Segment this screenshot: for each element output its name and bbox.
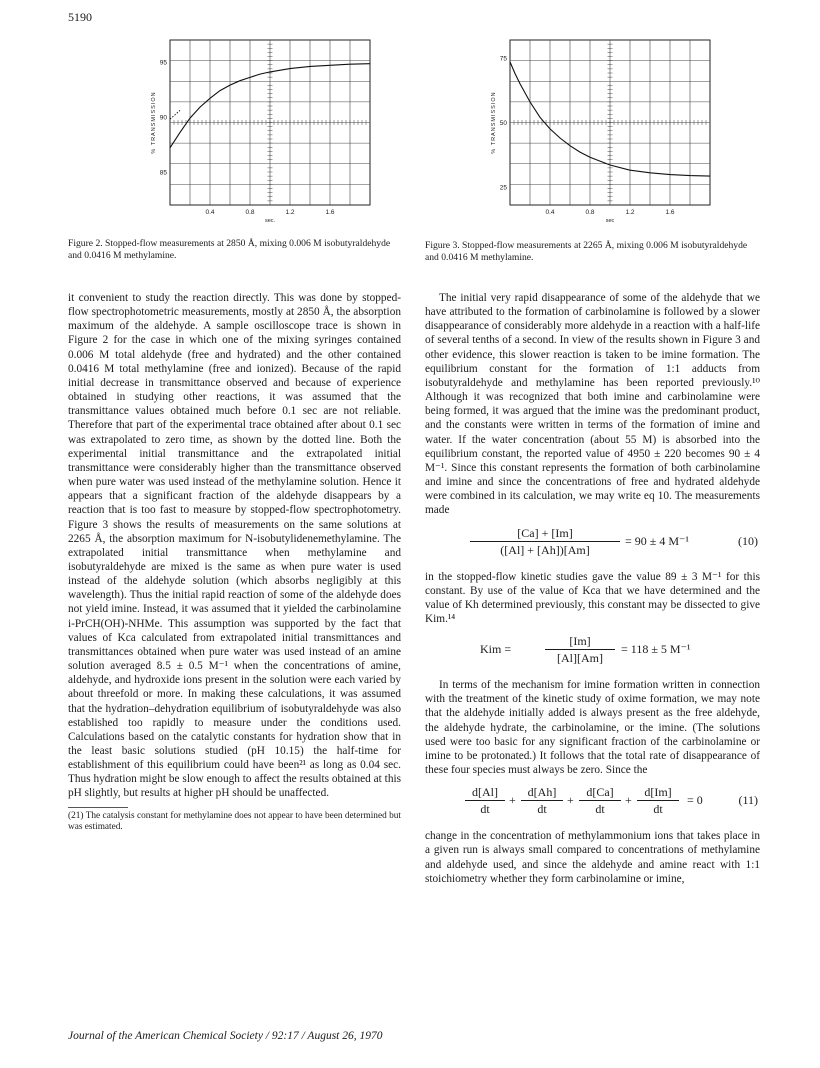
figure-3-caption: Figure 3. Stopped-flow measurements at 2265 Å, mixing 0.006 M isobutyraldehyde and 0.0416 M methylamine. [425,240,748,263]
eq11-term-4 [637,785,679,816]
fig2-series-1-dotted-trace [170,110,180,119]
figure-3 [490,30,720,230]
eqkim-lhs: Kim = [480,642,512,657]
fig3-y-tick-0: 75 [499,55,507,63]
fig3-y-tick-2: 25 [499,184,507,192]
eq11-term-4-bar [637,800,679,801]
eq10-fraction-bar [470,541,620,542]
fig3-x-tick-3: 1.6 [665,209,675,216]
fig2-y-axis-label: % TRANSMISSION [151,91,157,154]
fig2-x-tick-1: 0.8 [245,209,255,216]
eq11-term-3 [579,785,621,816]
eq11-term-1 [465,785,505,816]
eqkim-denominator: [Al][Am] [557,651,603,666]
eq11-plus-3: + [625,793,632,808]
eq11-term-2-bar [521,800,563,801]
left-paragraph-1: it convenient to study the reaction directly. This was done by stopped-flow spectrophotometric measurements, mostly at 2850 Å, the absorption maximum of the aldehyde. A sample oscilloscope trace is shown in Figure 2 for the case in which one of the mixing syringes contained 0.006 M total aldehyde (free and hydrated) and the other contained 0.0416 M total methylamine (free and ionized). Because of the rapid initial decrease in transmittance observed and because of experience obtained in studying other reactions, it was assumed that the transmittance values obtained much before 0.1 sec are not reliable. Therefore that part of the experimental trace obtained after about 0.1 sec was extrapolated to zero time, as shown by the dotted line. Both the experimental initial transmittance and the extrapolated initial transmittance were considerably higher than the transmittance observed when pure water was used instead of the methylamine solution. Hence it appears that a significant fraction of the aldehyde disappears by a reaction that is too fast to measure by stopped-flow spectrophotometry. Figure 3 shows the results of measurements on the same solutions at 2265 Å, the absorption maximum for N-isobutylidenemethylamine. The extrapolated initial transmittance when methylamine and isobutyraldehyde are mixed is the same as when pure water is used instead of the aldehyde solution (which absorbs negligibly at this wavelength). Thus the initial rapid reaction of some of the aldehyde does not yield imine. Instead, it was assumed that it yielded the carbinolamine i-PrCH(OH)-NHMe. This assumption was supported by the fact that values of Kca calculated from extrapolated initial transmittances and transmittances obtained when pure water was used instead of an amine solution averaged 8.5 ± 0.5 M⁻¹ when the concentrations of amine, aldehyde, and hydroxide ions present in the solution were each varied by about threefold or more. In making these calculations, it was assumed that the hydration–dehydration equilibrium of isobutyraldehyde was also established too rapidly to measure under the conditions used. Calculations based on the catalytic constants for hydration show that in the least basic solutions studied (pH 10.15) the half-time for establishment of this equilibrium could have been²¹ as long as 0.04 sec. Thus hydration might be slow enough to affect the results obtained at this pH slightly, but results at higher pH should be unaffected. [68,292,401,800]
fig3-x-tick-1: 0.8 [585,209,595,216]
eq11-number: (11) [738,793,758,808]
figure-3-chart [490,30,720,230]
fig3-x-tick-2: 1.2 [625,209,635,216]
figure-2 [150,30,380,230]
eq10-rhs: = 90 ± 4 M⁻¹ [625,533,689,548]
eq11-term-3-bar [579,800,621,801]
eq11-term-2 [521,785,563,816]
eq11-term-3-den: dt [595,802,605,817]
eqkim-rhs: = 118 ± 5 M⁻¹ [621,642,691,657]
eq10-number: (10) [738,533,758,548]
eq11-term-2-num: d[Ah] [527,785,557,800]
fig3-y-tick-1: 50 [499,120,507,127]
right-paragraph-3: In terms of the mechanism for imine formation written in connection with the treatment of the kinetic study of oxime formation, we may note that the aldehyde initially added is always present as the free aldehyde, the aldehyde hydrate, the carbinolamine, or the imine. (The solutions used were too basic for any significant fraction of the carbinolamine or imine to be protonated.) It follows that the total rate of disappearance of these four species must always be zero. Since the [425,679,760,777]
fig3-y-axis-label: % TRANSMISSION [491,91,497,154]
figure-2-chart [150,30,380,230]
footnote-rule [68,807,128,808]
eq10-fraction [470,526,620,557]
eqkim-fraction [545,634,615,665]
eq11-rhs: = 0 [687,793,703,808]
eqkim-fraction-bar [545,649,615,650]
fig2-x-axis-label: sec. [264,218,276,224]
fig2-y-tick-0: 95 [159,59,167,67]
eq11-term-2-den: dt [537,802,547,817]
right-paragraph-1: The initial very rapid disappearance of some of the aldehyde that we have attributed to the formation of carbinolamine is followed by a slower disappearance of considerably more aldehyde in a reaction with a half-life of several tenths of a second. In view of the results shown in Figure 3 and other evidence, this slower reaction is taken to be imine formation. The equilibrium constant for the formation of 1:1 adducts from isobutyraldehyde and methylamine has been reported previously.¹⁰ Although it was recognized that both imine and carbinolamine were being formed, it was argued that the imine was the predominant product, and the constants were written in terms of the formation of imine and water. If the water concentration (about 55 M) is absorbed into the equilibrium constant, the reported value of 4950 ± 220 becomes 90 ± 4 M⁻¹. Since this constant represents the formation of both carbinolamine and imine and since the concentrations of free and hydrated aldehyde were combined in its calculation, we may write eq 10. The measurements made [425,292,760,517]
eq11-plus-1: + [509,793,516,808]
equation-11 [425,783,760,823]
fig3-x-tick-0: 0.4 [545,209,555,216]
eq11-term-1-bar [465,800,505,801]
eqkim-numerator: [Im] [569,634,591,649]
fig2-y-tick-2: 85 [159,169,167,177]
figure-2-caption: Figure 2. Stopped-flow measurements at 2850 Å, mixing 0.006 M isobutyraldehyde and 0.0416 M methylamine. [68,238,391,261]
eq11-term-1-den: dt [480,802,490,817]
left-column [68,291,401,833]
right-column [425,291,760,886]
fig2-x-tick-3: 1.6 [325,209,335,216]
right-paragraph-2: in the stopped-flow kinetic studies gave the value 89 ± 3 M⁻¹ for this constant. By use of the value of Kca that we have determined and the value of Kh determined previously, this constant may be dissected to give Kim.¹⁴ [425,570,760,625]
eq10-numerator: [Ca] + [Im] [517,525,573,540]
eq11-term-3-num: d[Ca] [586,785,614,800]
equation-kim [425,632,760,672]
footnote-21: (21) The catalysis constant for methylamine does not appear to have been determined but was estimated. [68,810,401,832]
eq11-term-1-num: d[Al] [472,785,498,800]
eq11-plus-2: + [567,793,574,808]
eq11-term-4-num: d[Im] [644,785,672,800]
fig3-x-axis-label: sec [605,218,615,224]
fig2-x-tick-2: 1.2 [285,209,295,216]
eq10-denominator: ([Al] + [Ah])[Am] [500,542,590,557]
page-number: 5190 [68,10,92,24]
fig2-x-tick-0: 0.4 [205,209,215,216]
journal-footer: Journal of the American Chemical Society / 92:17 / August 26, 1970 [68,1030,383,1042]
fig2-y-tick-1: 90 [159,114,167,122]
right-paragraph-4: change in the concentration of methylammonium ions that takes place in a given run is always small compared to concentrations of methylamine and aldehyde used, and since the aldehyde and amine react with 1:1 stoichiometry whether they form carbinolamine or imine, [425,830,760,885]
equation-10 [425,524,760,564]
eq11-term-4-den: dt [653,802,663,817]
